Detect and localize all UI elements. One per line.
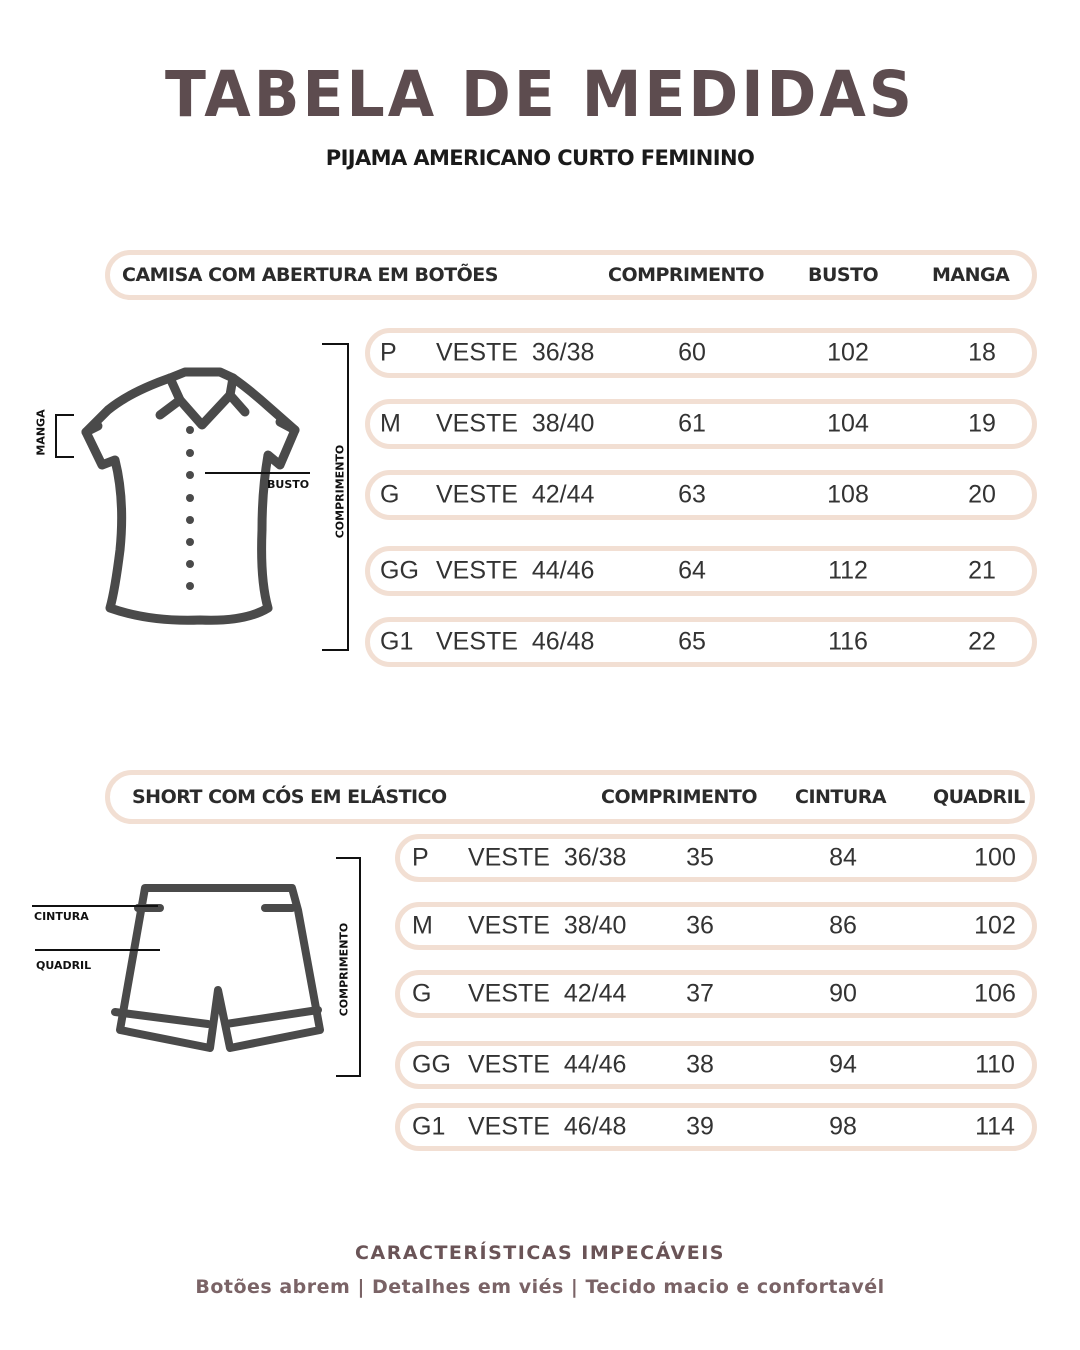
size-label: M (412, 911, 433, 940)
shorts-col-length: COMPRIMENTO (601, 786, 758, 808)
size-label: G (380, 480, 400, 509)
measure-value: 100 (974, 843, 1016, 872)
shorts-row (395, 970, 1037, 1018)
measure-value: 22 (968, 627, 996, 656)
shirt-sleeve-label: MANGA (34, 409, 48, 456)
measure-value: 102 (974, 911, 1016, 940)
measure-value: 90 (829, 979, 857, 1008)
measure-value: 98 (829, 1112, 857, 1141)
measure-value: 106 (974, 979, 1016, 1008)
shirt-col-length: COMPRIMENTO (608, 264, 765, 286)
shirt-row (365, 617, 1037, 667)
measure-value: 108 (827, 480, 869, 509)
shirt-heading: CAMISA COM ABERTURA EM BOTÕES (122, 264, 498, 286)
shirt-row (365, 399, 1037, 449)
shirt-row (365, 546, 1037, 596)
measure-value: 65 (678, 627, 706, 656)
page-subtitle: PIJAMA AMERICANO CURTO FEMININO (325, 146, 755, 170)
shorts-row (395, 834, 1037, 882)
size-label: P (380, 338, 397, 367)
shorts-row (395, 1103, 1037, 1151)
measure-value: 18 (968, 338, 996, 367)
measure-value: 86 (829, 911, 857, 940)
shirt-diagram (30, 330, 370, 660)
size-label: P (412, 843, 429, 872)
fit-label: VESTE 46/48 (436, 627, 595, 656)
measure-value: 63 (678, 480, 706, 509)
size-label: G1 (380, 627, 414, 656)
measure-value: 116 (828, 627, 868, 656)
fit-label: VESTE 42/44 (436, 480, 595, 509)
measure-value: 94 (829, 1050, 857, 1079)
measure-value: 35 (686, 843, 714, 872)
shirt-col-bust: BUSTO (808, 264, 879, 286)
measure-value: 36 (686, 911, 714, 940)
fit-label: VESTE 36/38 (436, 338, 595, 367)
footer-title: CARACTERÍSTICAS IMPECÁVEIS (355, 1242, 725, 1264)
fit-label: VESTE 46/48 (468, 1112, 627, 1141)
measure-value: 38 (686, 1050, 714, 1079)
measure-value: 19 (968, 409, 996, 438)
fit-label: VESTE 44/46 (468, 1050, 627, 1079)
measure-value: 112 (828, 556, 868, 585)
size-label: G (412, 979, 432, 1008)
shirt-buttons-icon (186, 426, 194, 590)
size-label: M (380, 409, 401, 438)
measure-value: 114 (975, 1112, 1015, 1141)
shorts-hip-label: QUADRIL (36, 959, 92, 972)
measure-value: 104 (827, 409, 869, 438)
measure-value: 39 (686, 1112, 714, 1141)
shirt-length-label: COMPRIMENTO (333, 444, 347, 539)
measure-value: 102 (827, 338, 869, 367)
size-label: GG (380, 556, 419, 585)
shorts-row (395, 1041, 1037, 1089)
measure-value: 37 (686, 979, 714, 1008)
measure-value: 21 (968, 556, 996, 585)
measure-value: 60 (678, 338, 706, 367)
measure-value: 64 (678, 556, 706, 585)
shorts-col-hip: QUADRIL (933, 786, 1025, 808)
fit-label: VESTE 38/40 (436, 409, 595, 438)
fit-label: VESTE 44/46 (436, 556, 595, 585)
shirt-row (365, 470, 1037, 520)
shorts-row (395, 902, 1037, 950)
shorts-heading: SHORT COM CÓS EM ELÁSTICO (132, 786, 447, 808)
shorts-length-label: COMPRIMENTO (337, 922, 351, 1017)
measure-value: 110 (975, 1050, 1015, 1079)
shirt-header-bar (105, 250, 1037, 300)
fit-label: VESTE 38/40 (468, 911, 627, 940)
shirt-col-sleeve: MANGA (932, 264, 1010, 286)
shorts-header-bar (105, 770, 1035, 824)
fit-label: VESTE 42/44 (468, 979, 627, 1008)
shorts-waist-label: CINTURA (34, 910, 89, 923)
measure-value: 20 (968, 480, 996, 509)
shorts-col-waist: CINTURA (795, 786, 887, 808)
shirt-bust-label: BUSTO (267, 478, 310, 491)
measure-value: 61 (678, 409, 706, 438)
page-title: TABELA DE MEDIDAS (165, 58, 915, 132)
fit-label: VESTE 36/38 (468, 843, 627, 872)
size-label: G1 (412, 1112, 446, 1141)
measure-value: 84 (829, 843, 857, 872)
size-label: GG (412, 1050, 451, 1079)
footer-text: Botões abrem | Detalhes em viés | Tecido macio e confortavél (195, 1276, 885, 1298)
shirt-row (365, 328, 1037, 378)
